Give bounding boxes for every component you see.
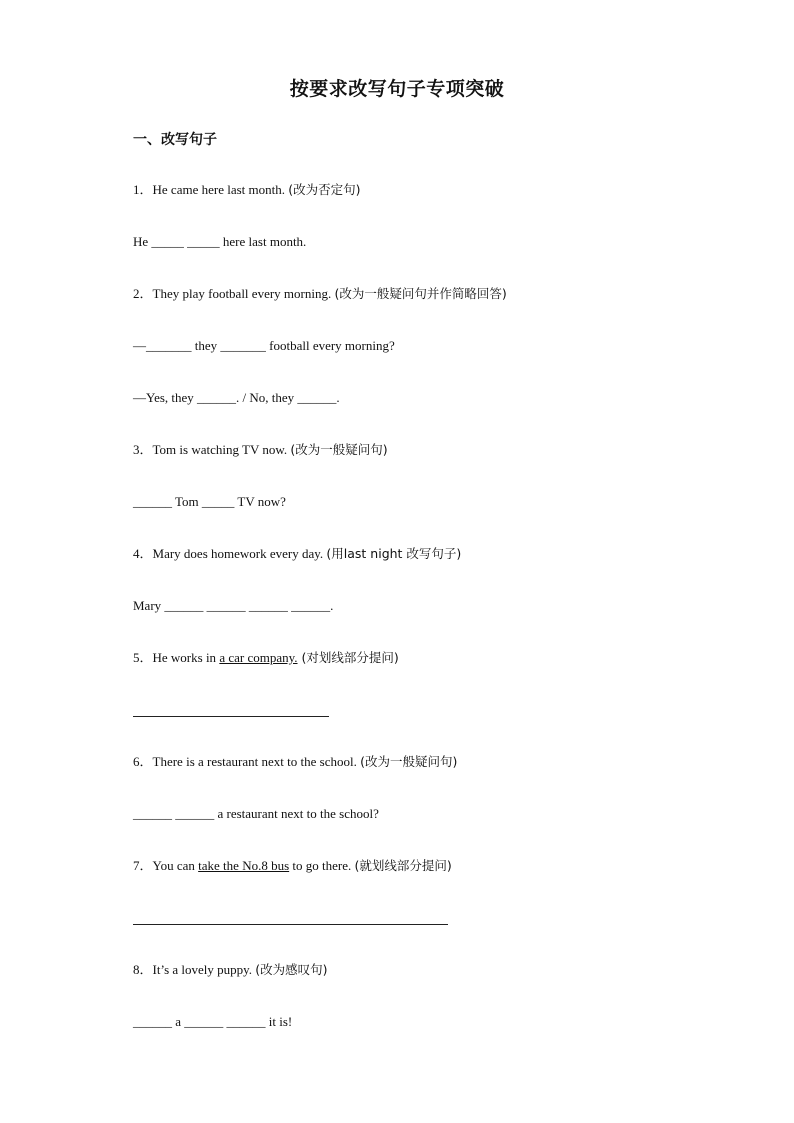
question-instruction: (就划线部分提问) bbox=[354, 858, 452, 873]
answer-line-8[interactable]: ______ a ______ ______ it is! bbox=[133, 1014, 293, 1029]
question-text: He came here last month. bbox=[152, 182, 289, 197]
underlined-phrase: take the No.8 bus bbox=[198, 858, 290, 873]
question-text: It’s a lovely puppy. bbox=[152, 962, 256, 977]
question-7 bbox=[133, 857, 452, 875]
answer-line-1[interactable]: He _____ _____ here last month. bbox=[133, 234, 307, 249]
question-5 bbox=[133, 649, 399, 667]
question-3 bbox=[133, 441, 388, 459]
question-text: Tom is watching TV now. bbox=[152, 442, 291, 457]
question-text: He works in bbox=[152, 650, 220, 665]
answer-line-2b[interactable]: —Yes, they ______. / No, they ______. bbox=[133, 390, 340, 405]
question-number: 4． bbox=[133, 546, 153, 561]
question-number: 7． bbox=[133, 858, 153, 873]
question-instruction: (改为否定句) bbox=[288, 182, 361, 197]
answer-line-4[interactable]: Mary ______ ______ ______ ______. bbox=[133, 598, 334, 613]
question-text: Mary does homework every day. bbox=[152, 546, 327, 561]
question-2 bbox=[133, 285, 507, 303]
question-instruction: (对划线部分提问) bbox=[297, 650, 399, 665]
question-1 bbox=[133, 181, 361, 199]
question-instruction: (改为一般疑问句并作简略回答) bbox=[334, 286, 507, 301]
question-text: They play football every morning. bbox=[152, 286, 335, 301]
answer-line-6[interactable]: ______ ______ a restaurant next to the school? bbox=[133, 806, 379, 821]
question-text: There is a restaurant next to the school. bbox=[152, 754, 361, 769]
answer-blank-5[interactable] bbox=[133, 716, 329, 717]
answer-blank-7[interactable] bbox=[133, 924, 448, 925]
question-instruction: (改为一般疑问句) bbox=[360, 754, 458, 769]
question-number: 2． bbox=[133, 286, 153, 301]
question-8 bbox=[133, 961, 328, 979]
question-number: 6． bbox=[133, 754, 153, 769]
page-title: 按要求改写句子专项突破 bbox=[289, 78, 505, 100]
answer-line-3[interactable]: ______ Tom _____ TV now? bbox=[133, 494, 286, 509]
question-4 bbox=[133, 545, 461, 563]
question-instruction: (改为一般疑问句) bbox=[290, 442, 388, 457]
question-text: You can bbox=[152, 858, 199, 873]
question-number: 1． bbox=[133, 182, 153, 197]
question-text-tail: to go there. bbox=[289, 858, 355, 873]
question-number: 8． bbox=[133, 962, 153, 977]
question-instruction: (改为感叹句) bbox=[255, 962, 328, 977]
question-6 bbox=[133, 753, 457, 771]
question-number: 3． bbox=[133, 442, 153, 457]
underlined-phrase: a car company. bbox=[219, 650, 298, 665]
section-heading: 一、改写句子 bbox=[133, 132, 217, 148]
answer-line-2a[interactable]: —_______ they _______ football every morning? bbox=[133, 338, 395, 353]
question-instruction: (用last night 改写句子) bbox=[326, 546, 462, 561]
question-number: 5． bbox=[133, 650, 153, 665]
